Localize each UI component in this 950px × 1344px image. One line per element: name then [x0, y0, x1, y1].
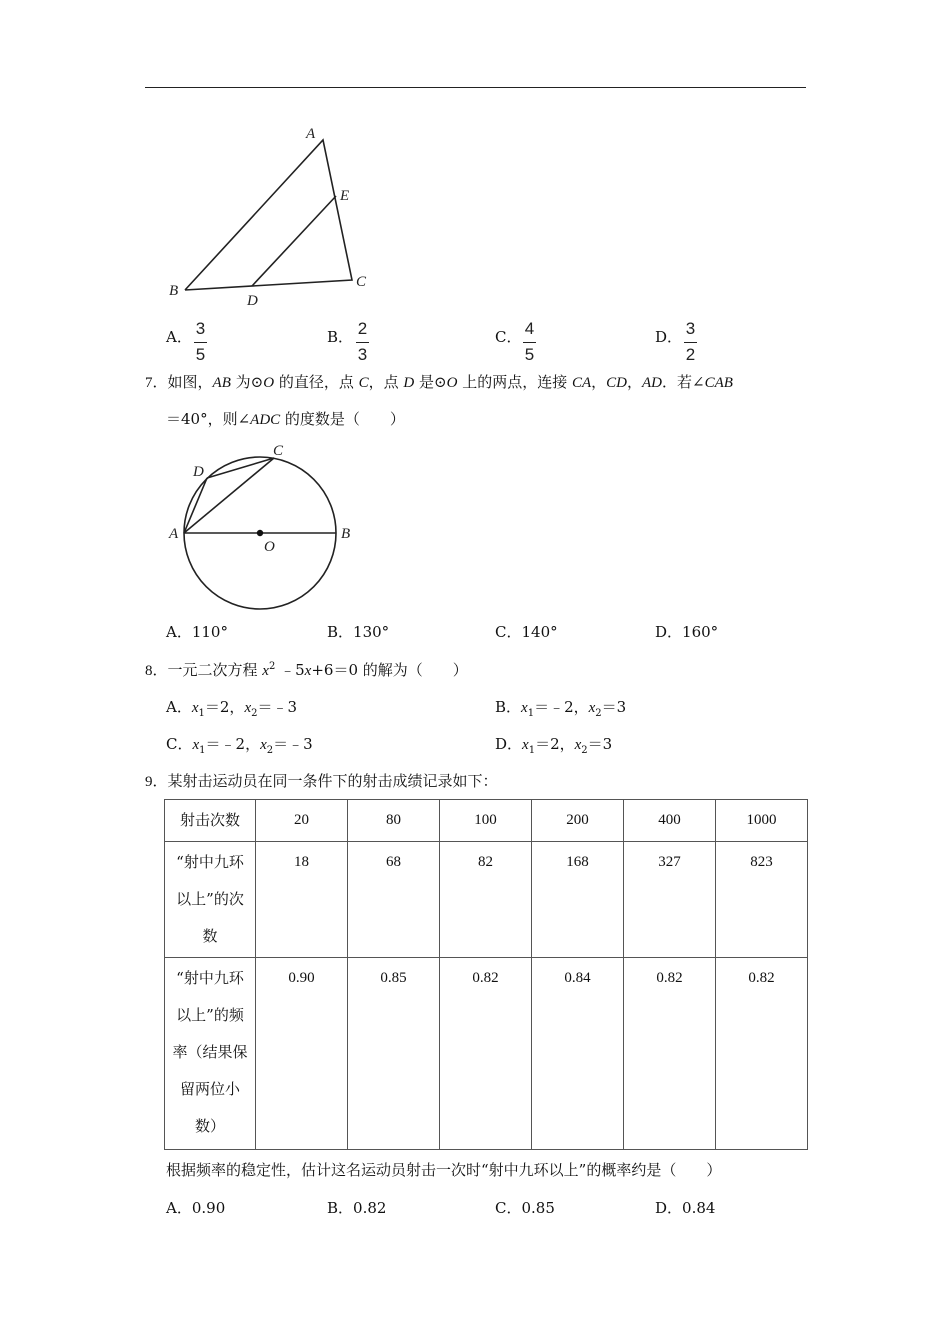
table-cell: 327 [624, 842, 716, 958]
option-c-label: C． [495, 328, 522, 346]
header-rule [145, 87, 806, 88]
option-a-fraction [194, 319, 207, 365]
option-d-fraction [684, 319, 697, 365]
table-cell: 68 [348, 842, 440, 958]
label-o: O [264, 539, 275, 555]
table-cell: 0.90 [256, 958, 348, 1150]
q8-option-d: D．$x_1=2$，$x_2=3$ [495, 735, 613, 756]
option-a-label: A． [166, 328, 192, 346]
q7-option-a: A．110° [166, 623, 228, 641]
label-b: B [341, 526, 351, 542]
label-e: E [340, 188, 350, 204]
chord-dc [207, 458, 274, 478]
label-d: D [193, 464, 204, 480]
table-cell: 0.85 [348, 958, 440, 1150]
option-a-numerator: 3 [195, 319, 206, 338]
q8-option-a: A．$x_1=2$，$x_2=﹣3$ [166, 698, 298, 719]
table-row [165, 800, 808, 842]
option-d-denominator: 2 [685, 345, 696, 364]
table-row [165, 842, 808, 958]
label-c: C [356, 274, 367, 290]
table-cell: 823 [716, 842, 808, 958]
segment-de [252, 196, 336, 286]
label-a: A [306, 126, 316, 142]
q9-option-c: C．0.85 [495, 1199, 555, 1217]
table-cell: 0.82 [624, 958, 716, 1150]
q7-option-c: C．140° [495, 623, 558, 641]
table-cell: 0.82 [440, 958, 532, 1150]
option-d-numerator: 3 [685, 319, 696, 338]
triangle-figure [160, 118, 390, 313]
option-b-fraction [356, 319, 369, 365]
q7-option-d: D．160° [655, 623, 719, 641]
shooting-record-table [164, 799, 808, 1150]
question-8-text: 8．一元二次方程 $x^2$ ﹣5x+6＝0 的解为（ ） [145, 661, 468, 679]
row-header-shots: 射击次数 [165, 800, 256, 842]
q9-option-a: A．0.90 [166, 1199, 226, 1217]
option-a-denominator: 5 [195, 345, 206, 364]
option-d-label: D． [655, 328, 683, 346]
q7-option-b: B．130° [327, 623, 390, 641]
option-c-numerator: 4 [524, 319, 535, 338]
label-d: D [247, 293, 258, 309]
chord-ad [184, 478, 207, 533]
table-row [165, 958, 808, 1150]
q8-option-c: C．$x_1=﹣2$，$x_2=﹣3$ [166, 735, 313, 756]
q9-option-d: D．0.84 [655, 1199, 716, 1217]
label-b: B [169, 283, 179, 299]
center-point [257, 530, 263, 536]
table-cell: 168 [532, 842, 624, 958]
row-header-frequency: “射中九环 以上”的频 率（结果保 留两位小 数） [165, 958, 256, 1150]
question-9-text: 9．某射击运动员在同一条件下的射击成绩记录如下： [145, 772, 498, 790]
table-cell: 80 [348, 800, 440, 842]
q9-option-b: B．0.82 [327, 1199, 387, 1217]
table-cell: 18 [256, 842, 348, 958]
option-c-fraction [523, 319, 536, 365]
option-b-denominator: 3 [357, 345, 368, 364]
question-7-line-1: 7．如图，AB 为⊙O 的直径，点 C，点 D 是⊙O 上的两点，连接 CA，CD，AD．若∠CAB [145, 373, 733, 391]
table-cell: 82 [440, 842, 532, 958]
table-cell: 20 [256, 800, 348, 842]
label-a: A [169, 526, 179, 542]
label-c: C [273, 443, 284, 459]
circle-figure [160, 438, 370, 613]
q8-option-b: B．$x_1=﹣2$，$x_2=3$ [495, 698, 627, 719]
table-cell: 400 [624, 800, 716, 842]
option-c-denominator: 5 [524, 345, 535, 364]
table-cell: 0.82 [716, 958, 808, 1150]
option-b-numerator: 2 [357, 319, 368, 338]
table-cell: 100 [440, 800, 532, 842]
table-cell: 200 [532, 800, 624, 842]
row-header-hits: “射中九环 以上”的次 数 [165, 842, 256, 958]
question-9-prompt: 根据频率的稳定性，估计这名运动员射击一次时“射中九环以上”的概率约是（ ） [166, 1161, 722, 1179]
question-7-line-2: ＝40°，则∠ADC 的度数是（ ） [166, 410, 405, 428]
option-b-label: B． [327, 328, 354, 346]
table-cell: 1000 [716, 800, 808, 842]
table-cell: 0.84 [532, 958, 624, 1150]
